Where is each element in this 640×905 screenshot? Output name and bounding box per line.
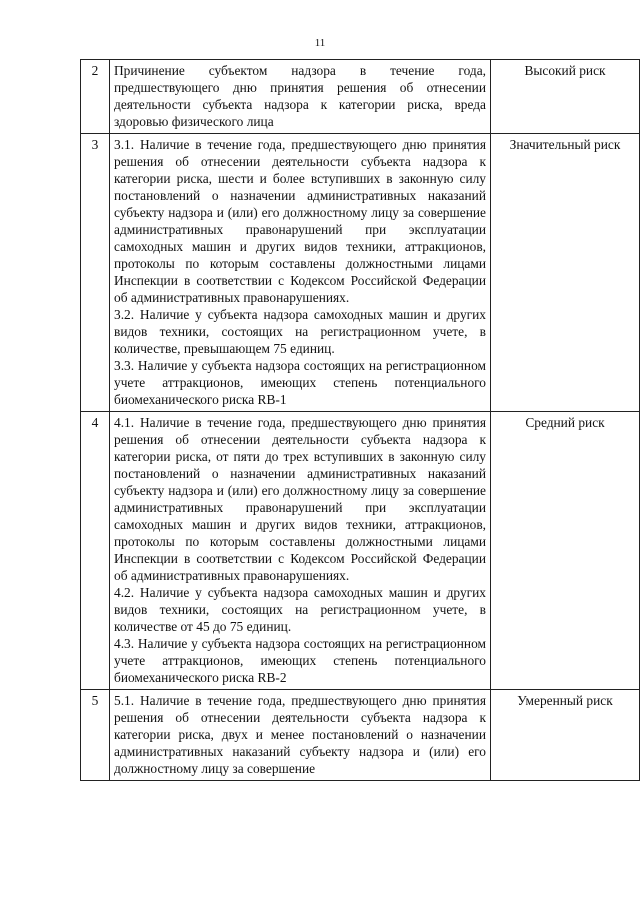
risk-category: Высокий риск (491, 60, 640, 134)
table-row (81, 134, 640, 412)
criteria-paragraph: 3.1. Наличие в течение года, предшествующего дню принятия решения об отнесении деятельности субъекта надзора к категории риска, шести и более вступивших в законную силу постановлений о назначении административных наказаний субъекту надзора и (или) его должностному лицу за совершение административных правонарушений при эксплуатации самоходных машин и других видов техники, аттракционов, протоколы по которым составлены должностными лицами Инспекции в соответствии с Кодексом Российской Федерации об административных правонарушениях. (114, 137, 486, 305)
criteria-cell (110, 412, 491, 690)
page-number: 11 (314, 37, 326, 49)
criteria-cell (110, 60, 491, 134)
row-number: 3 (81, 134, 110, 412)
criteria-cell (110, 690, 491, 781)
criteria-paragraph: 3.2. Наличие у субъекта надзора самоходных машин и других видов техники, состоящих на регистрационном учете, в количестве, превышающем 75 единиц. (114, 307, 486, 356)
criteria-cell (110, 134, 491, 412)
risk-category: Средний риск (491, 412, 640, 690)
criteria-paragraph: 5.1. Наличие в течение года, предшествующего дню принятия решения об отнесении деятельности субъекта надзора к категории риска, двух и менее постановлений о назначении административных наказаний субъекту надзора и (или) его должностному лицу за совершение (114, 693, 486, 776)
criteria-paragraph: Причинение субъектом надзора в течение года, предшествующего дню принятия решения об отнесении деятельности субъекта надзора к категории риска, вреда здоровью физического лица (114, 63, 486, 129)
criteria-paragraph: 4.3. Наличие у субъекта надзора состоящих на регистрационном учете аттракционов, имеющих степень потенциального биомеханического риска RB-2 (114, 636, 486, 685)
row-number: 2 (81, 60, 110, 134)
row-number: 5 (81, 690, 110, 781)
criteria-paragraph: 3.3. Наличие у субъекта надзора состоящих на регистрационном учете аттракционов, имеющих степень потенциального биомеханического риска RB-1 (114, 358, 486, 407)
criteria-paragraph: 4.2. Наличие у субъекта надзора самоходных машин и других видов техники, состоящих на регистрационном учете, в количестве от 45 до 75 единиц. (114, 585, 486, 634)
criteria-paragraph: 4.1. Наличие в течение года, предшествующего дню принятия решения об отнесении деятельности субъекта надзора к категории риска, от пяти до трех вступивших в законную силу постановлений о назначении административных наказаний субъекту надзора и (или) его должностному лицу за совершение административных правонарушений при эксплуатации самоходных машин и других видов техники, аттракционов, протоколы по которым составлены должностными лицами Инспекции в соответствии с Кодексом Российской Федерации об административных правонарушениях. (114, 415, 486, 583)
table-row (81, 412, 640, 690)
table-row (81, 60, 640, 134)
risk-category: Умеренный риск (491, 690, 640, 781)
row-number: 4 (81, 412, 110, 690)
risk-category: Значительный риск (491, 134, 640, 412)
table-row (81, 690, 640, 781)
risk-criteria-table (80, 59, 640, 781)
